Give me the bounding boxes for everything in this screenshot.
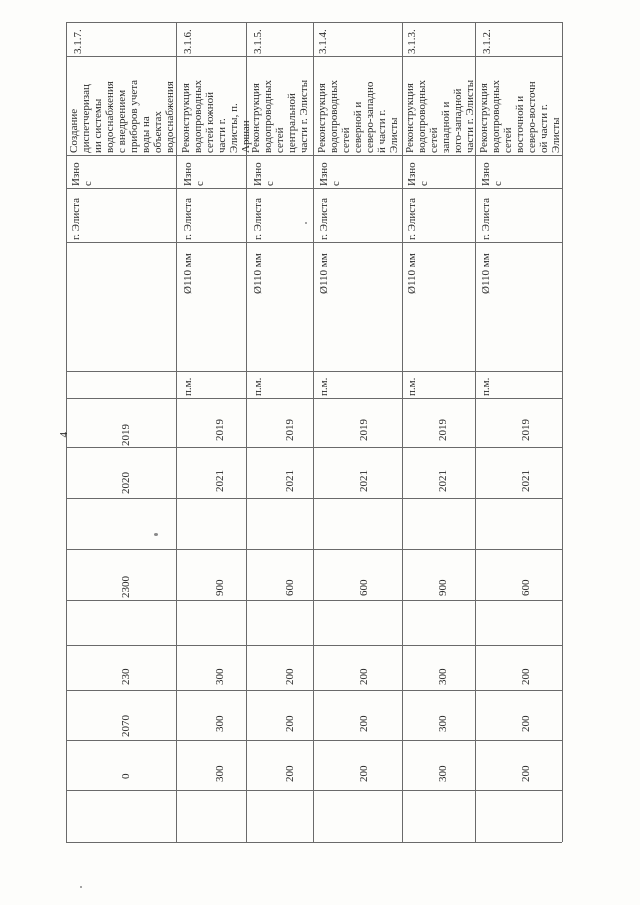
row-name: Реконструкция водопроводных сетей восточной и северо-восточн ой части г. Элисты bbox=[478, 80, 562, 153]
row-location: г. Элиста bbox=[318, 198, 330, 240]
col-border-9 bbox=[66, 549, 562, 550]
row-id: 3.1.6. bbox=[182, 29, 194, 54]
row-volume: 2300 bbox=[120, 576, 132, 598]
row-diameter: Ø110 мм bbox=[480, 253, 492, 294]
table-top-border bbox=[66, 22, 562, 23]
row-unit: п.м. bbox=[480, 377, 492, 396]
row-id: 3.1.7. bbox=[72, 29, 84, 54]
row-start-year: 2019 bbox=[520, 419, 532, 441]
row-start-year: 2019 bbox=[284, 419, 296, 441]
row-value-1: 300 bbox=[214, 668, 226, 685]
row-value-3: 200 bbox=[520, 765, 532, 782]
row-value-3: 200 bbox=[284, 765, 296, 782]
row-diameter bbox=[70, 246, 84, 294]
row-value-1: 200 bbox=[358, 668, 370, 685]
row-start-year: 2019 bbox=[358, 419, 370, 441]
row-value-2: 200 bbox=[358, 715, 370, 732]
col-border-7 bbox=[66, 447, 562, 448]
row-name: Реконструкция водопроводных сетей южной части г. Элисты, п. Аршан bbox=[180, 80, 252, 153]
col-border-1 bbox=[66, 56, 562, 57]
row-start-year: 2019 bbox=[214, 419, 226, 441]
col-border-11 bbox=[66, 645, 562, 646]
row-executor: Изно с bbox=[406, 162, 430, 186]
row-diameter: Ø110 мм bbox=[406, 253, 418, 294]
col-border-4 bbox=[66, 242, 562, 243]
row-end-year: 2021 bbox=[437, 470, 449, 492]
row-value-2: 300 bbox=[437, 715, 449, 732]
row-executor: Изно с bbox=[252, 162, 276, 186]
row-volume: 600 bbox=[284, 579, 296, 596]
row-executor: Изно с bbox=[480, 162, 504, 186]
col-border-12 bbox=[66, 690, 562, 691]
row-name: Реконструкция водопроводных сетей центральной части г. Элисты bbox=[250, 79, 310, 153]
row-unit: п.м. bbox=[406, 377, 418, 396]
scan-speck bbox=[154, 533, 158, 536]
row-name: Реконструкция водопроводных сетей северной и северо-западно й части г. Элисты bbox=[316, 80, 400, 153]
row-value-2: 2070 bbox=[120, 715, 132, 737]
row-value-2: 300 bbox=[214, 715, 226, 732]
col-border-3 bbox=[66, 188, 562, 189]
row-end-year: 2020 bbox=[120, 472, 132, 494]
row-start-year: 2019 bbox=[120, 424, 132, 446]
row-value-1: 230 bbox=[120, 668, 132, 685]
row-value-2: 200 bbox=[284, 715, 296, 732]
row-executor: Изно с bbox=[70, 162, 94, 186]
row-end-year: 2021 bbox=[284, 470, 296, 492]
row-volume: 600 bbox=[358, 579, 370, 596]
row-diameter: Ø110 мм bbox=[318, 253, 330, 294]
row-diameter: Ø110 мм bbox=[182, 253, 194, 294]
row-border-5 bbox=[176, 22, 177, 842]
row-diameter: Ø110 мм bbox=[252, 253, 264, 294]
row-border-2 bbox=[402, 22, 403, 842]
row-location: г. Элиста bbox=[480, 198, 492, 240]
row-unit: п.м. bbox=[182, 377, 194, 396]
row-location: г. Элиста bbox=[70, 198, 82, 240]
row-value-2: 200 bbox=[520, 715, 532, 732]
row-id: 3.1.2. bbox=[481, 29, 493, 54]
row-unit: п.м. bbox=[252, 377, 264, 396]
row-border-3 bbox=[313, 22, 314, 842]
col-border-13 bbox=[66, 740, 562, 741]
row-id: 3.1.5. bbox=[252, 29, 264, 54]
row-value-1: 300 bbox=[437, 668, 449, 685]
row-id: 3.1.3. bbox=[406, 29, 418, 54]
row-end-year: 2021 bbox=[214, 470, 226, 492]
row-executor: Изно с bbox=[182, 162, 206, 186]
row-unit bbox=[70, 374, 84, 396]
row-volume: 900 bbox=[214, 579, 226, 596]
row-end-year: 2021 bbox=[358, 470, 370, 492]
row-value-3: 0 bbox=[120, 773, 132, 779]
row-end-year: 2021 bbox=[520, 470, 532, 492]
page-number: 4 bbox=[58, 432, 70, 438]
row-unit: п.м. bbox=[318, 377, 330, 396]
row-location: г. Элиста bbox=[252, 198, 264, 240]
col-border-8 bbox=[66, 498, 562, 499]
row-id: 3.1.4. bbox=[317, 29, 329, 54]
row-volume: 600 bbox=[520, 579, 532, 596]
col-border-10 bbox=[66, 600, 562, 601]
scan-speck bbox=[305, 222, 307, 224]
row-name: Реконструкция водопроводных сетей западной и юго-западной части г. Элисты bbox=[404, 79, 476, 153]
row-value-3: 300 bbox=[437, 765, 449, 782]
table-bottom-border bbox=[66, 842, 562, 843]
col-border-5 bbox=[66, 371, 562, 372]
row-value-1: 200 bbox=[520, 668, 532, 685]
row-location: г. Элиста bbox=[406, 198, 418, 240]
table-right-border bbox=[562, 22, 563, 842]
row-executor: Изно с bbox=[318, 162, 342, 186]
scan-speck bbox=[80, 886, 82, 888]
col-border-2 bbox=[66, 155, 562, 156]
row-start-year: 2019 bbox=[437, 419, 449, 441]
row-value-3: 300 bbox=[214, 765, 226, 782]
row-value-1: 200 bbox=[284, 668, 296, 685]
row-volume: 900 bbox=[437, 579, 449, 596]
row-location: г. Элиста bbox=[182, 198, 194, 240]
row-value-3: 200 bbox=[358, 765, 370, 782]
col-border-14 bbox=[66, 790, 562, 791]
col-border-6 bbox=[66, 398, 562, 399]
row-name: Создание диспетчеризац ии системы водоснабжения с внедрением приборов учета воды на объектах водоснабжения bbox=[68, 79, 176, 153]
